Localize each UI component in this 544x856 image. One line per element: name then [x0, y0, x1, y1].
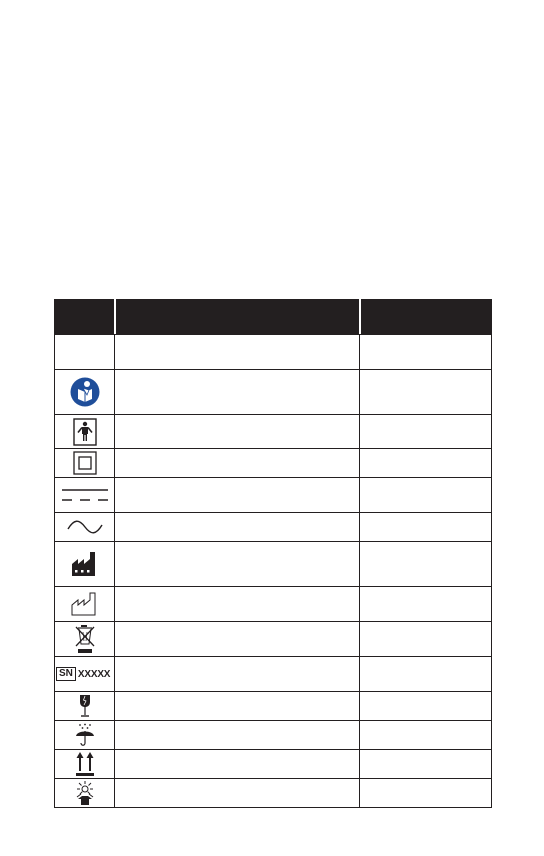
reference-cell [360, 622, 491, 656]
reference-cell [360, 721, 491, 749]
reference-cell [360, 415, 491, 448]
manufacturer-icon [70, 550, 100, 578]
description-cell [115, 721, 360, 749]
reference-cell [360, 335, 491, 369]
symbol-cell [55, 779, 115, 807]
table-row [55, 334, 491, 369]
reference-cell [360, 692, 491, 720]
description-cell [115, 779, 360, 807]
description-cell [115, 657, 360, 691]
reference-cell [360, 657, 491, 691]
table-row [55, 414, 491, 448]
serial-number-icon [56, 667, 110, 681]
table-row [55, 369, 491, 414]
date-of-manufacture-icon [70, 591, 100, 617]
symbol-cell [55, 587, 115, 621]
keep-away-from-sunlight-icon [74, 780, 96, 806]
symbol-cell [55, 415, 115, 448]
direct-current-icon [60, 485, 110, 505]
symbols-table [54, 299, 492, 808]
table-row [55, 621, 491, 656]
table-row [55, 586, 491, 621]
reference-cell [360, 779, 491, 807]
symbol-cell [55, 750, 115, 778]
table-row [55, 691, 491, 720]
reference-cell [360, 449, 491, 477]
sn-label: SN [56, 667, 76, 681]
header-cell-reference [361, 299, 491, 334]
table-row [55, 720, 491, 749]
description-cell [115, 622, 360, 656]
table-row [55, 778, 491, 807]
table-row [55, 541, 491, 586]
description-cell [115, 370, 360, 414]
fragile-icon [78, 694, 92, 718]
description-cell [115, 415, 360, 448]
reference-cell [360, 370, 491, 414]
class-ii-equipment-icon [73, 451, 97, 475]
symbol-cell [55, 542, 115, 586]
reference-cell [360, 478, 491, 512]
header-cell-symbol [55, 299, 116, 334]
sn-value: XXXXX [77, 668, 111, 680]
table-row [55, 656, 491, 691]
symbol-cell [55, 478, 115, 512]
alternating-current-icon [66, 520, 104, 534]
symbol-cell [55, 692, 115, 720]
table-row [55, 749, 491, 778]
description-cell [115, 750, 360, 778]
read-instructions-icon [70, 377, 100, 407]
symbol-cell [55, 657, 115, 691]
reference-cell [360, 587, 491, 621]
description-cell [115, 478, 360, 512]
description-cell [115, 513, 360, 541]
description-cell [115, 335, 360, 369]
reference-cell [360, 542, 491, 586]
this-way-up-icon [75, 751, 95, 777]
keep-dry-icon [75, 723, 95, 747]
symbol-cell [55, 449, 115, 477]
table-row [55, 477, 491, 512]
description-cell [115, 449, 360, 477]
reference-cell [360, 750, 491, 778]
reference-cell [360, 513, 491, 541]
symbol-cell [55, 370, 115, 414]
header-cell-description [116, 299, 361, 334]
table-header [55, 299, 491, 334]
symbol-cell [55, 622, 115, 656]
symbol-cell [55, 335, 115, 369]
description-cell [115, 587, 360, 621]
description-cell [115, 692, 360, 720]
type-bf-applied-part-icon [73, 418, 97, 446]
description-cell [115, 542, 360, 586]
symbol-cell [55, 513, 115, 541]
symbol-cell [55, 721, 115, 749]
weee-bin-icon [74, 624, 96, 654]
table-row [55, 512, 491, 541]
table-row [55, 448, 491, 477]
